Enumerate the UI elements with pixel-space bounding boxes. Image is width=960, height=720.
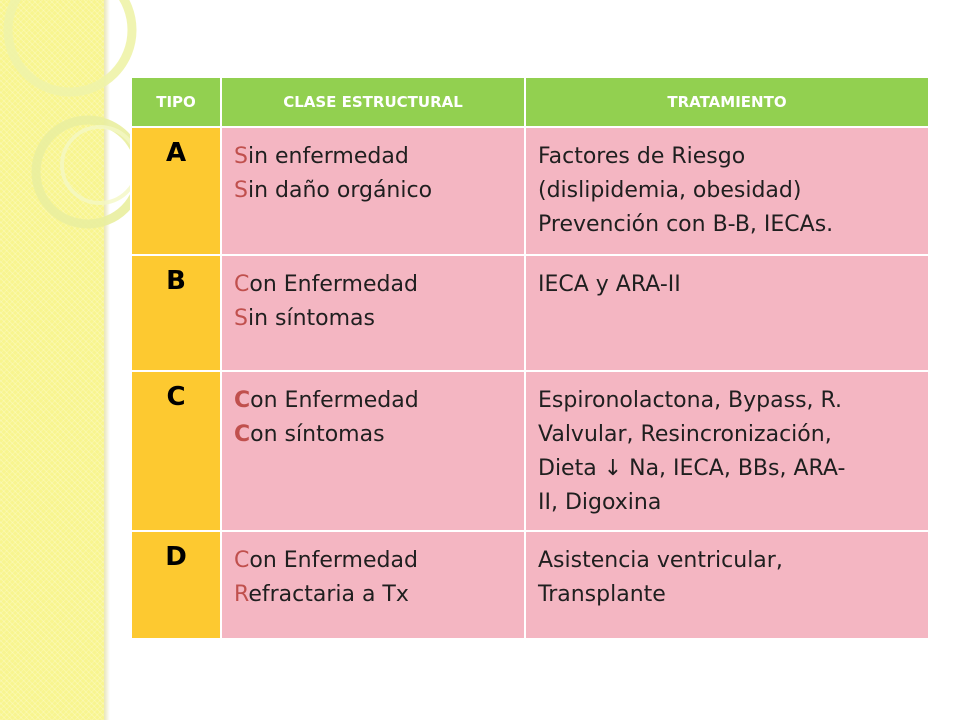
clase-cell	[221, 127, 525, 255]
clase-text: in síntomas	[247, 306, 375, 331]
clase-initial: R	[234, 582, 249, 607]
tratamiento-cell	[525, 255, 929, 371]
tratamiento-line: Valvular, Resincronización,	[538, 422, 832, 447]
clase-initial: S	[234, 178, 248, 203]
clase-line	[234, 384, 514, 418]
tratamiento-cell	[525, 127, 929, 255]
clase-text: on Enfermedad	[249, 548, 418, 573]
table-row-c	[131, 371, 929, 531]
clase-line	[234, 174, 514, 208]
clase-text: in enfermedad	[247, 144, 409, 169]
tipo-cell: D	[131, 531, 221, 639]
clase-cell	[221, 255, 525, 371]
tratamiento-line: Transplante	[538, 582, 666, 607]
header-tipo: TIPO	[131, 77, 221, 127]
clase-initial: C	[234, 422, 251, 447]
table-row-d	[131, 531, 929, 639]
header-tratamiento: TRATAMIENTO	[525, 77, 929, 127]
decorative-circles	[0, 0, 140, 260]
clase-text: on Enfermedad	[250, 388, 419, 413]
table-row-a	[131, 127, 929, 255]
clase-cell	[221, 531, 525, 639]
header-row	[131, 77, 929, 127]
tratamiento-cell	[525, 371, 929, 531]
tratamiento-line: Asistencia ventricular,	[538, 548, 783, 573]
tratamiento-line: II, Digoxina	[538, 490, 662, 515]
tipo-cell: B	[131, 255, 221, 371]
clase-initial: S	[234, 144, 248, 169]
clase-initial: C	[234, 388, 251, 413]
clase-line	[234, 268, 514, 302]
clase-line	[234, 302, 514, 336]
tratamiento-line: IECA y ARA-II	[538, 272, 681, 297]
tratamiento-line: Factores de Riesgo	[538, 144, 746, 169]
clase-text: on síntomas	[250, 422, 385, 447]
tratamiento-line: Espironolactona, Bypass, R.	[538, 388, 843, 413]
tratamiento-line: (dislipidemia, obesidad)	[538, 178, 802, 203]
clase-line	[234, 578, 514, 612]
tratamiento-line: Dieta ↓ Na, IECA, BBs, ARA-	[538, 456, 846, 481]
clase-initial: S	[234, 306, 248, 331]
clase-text: in daño orgánico	[247, 178, 433, 203]
header-clase-estructural: CLASE ESTRUCTURAL	[221, 77, 525, 127]
clase-initial: C	[234, 272, 250, 297]
tratamiento-line: Prevención con B-B, IECAs.	[538, 212, 834, 237]
clase-initial: C	[234, 548, 250, 573]
tratamiento-cell	[525, 531, 929, 639]
tipo-cell: C	[131, 371, 221, 531]
clase-text: efractaria a Tx	[248, 582, 409, 607]
clase-line	[234, 544, 514, 578]
tipo-cell: A	[131, 127, 221, 255]
clase-line	[234, 140, 514, 174]
clase-line	[234, 418, 514, 452]
table-row-b	[131, 255, 929, 371]
heart-failure-table	[130, 76, 928, 652]
clase-cell	[221, 371, 525, 531]
clase-text: on Enfermedad	[249, 272, 418, 297]
classification-table	[130, 76, 930, 640]
